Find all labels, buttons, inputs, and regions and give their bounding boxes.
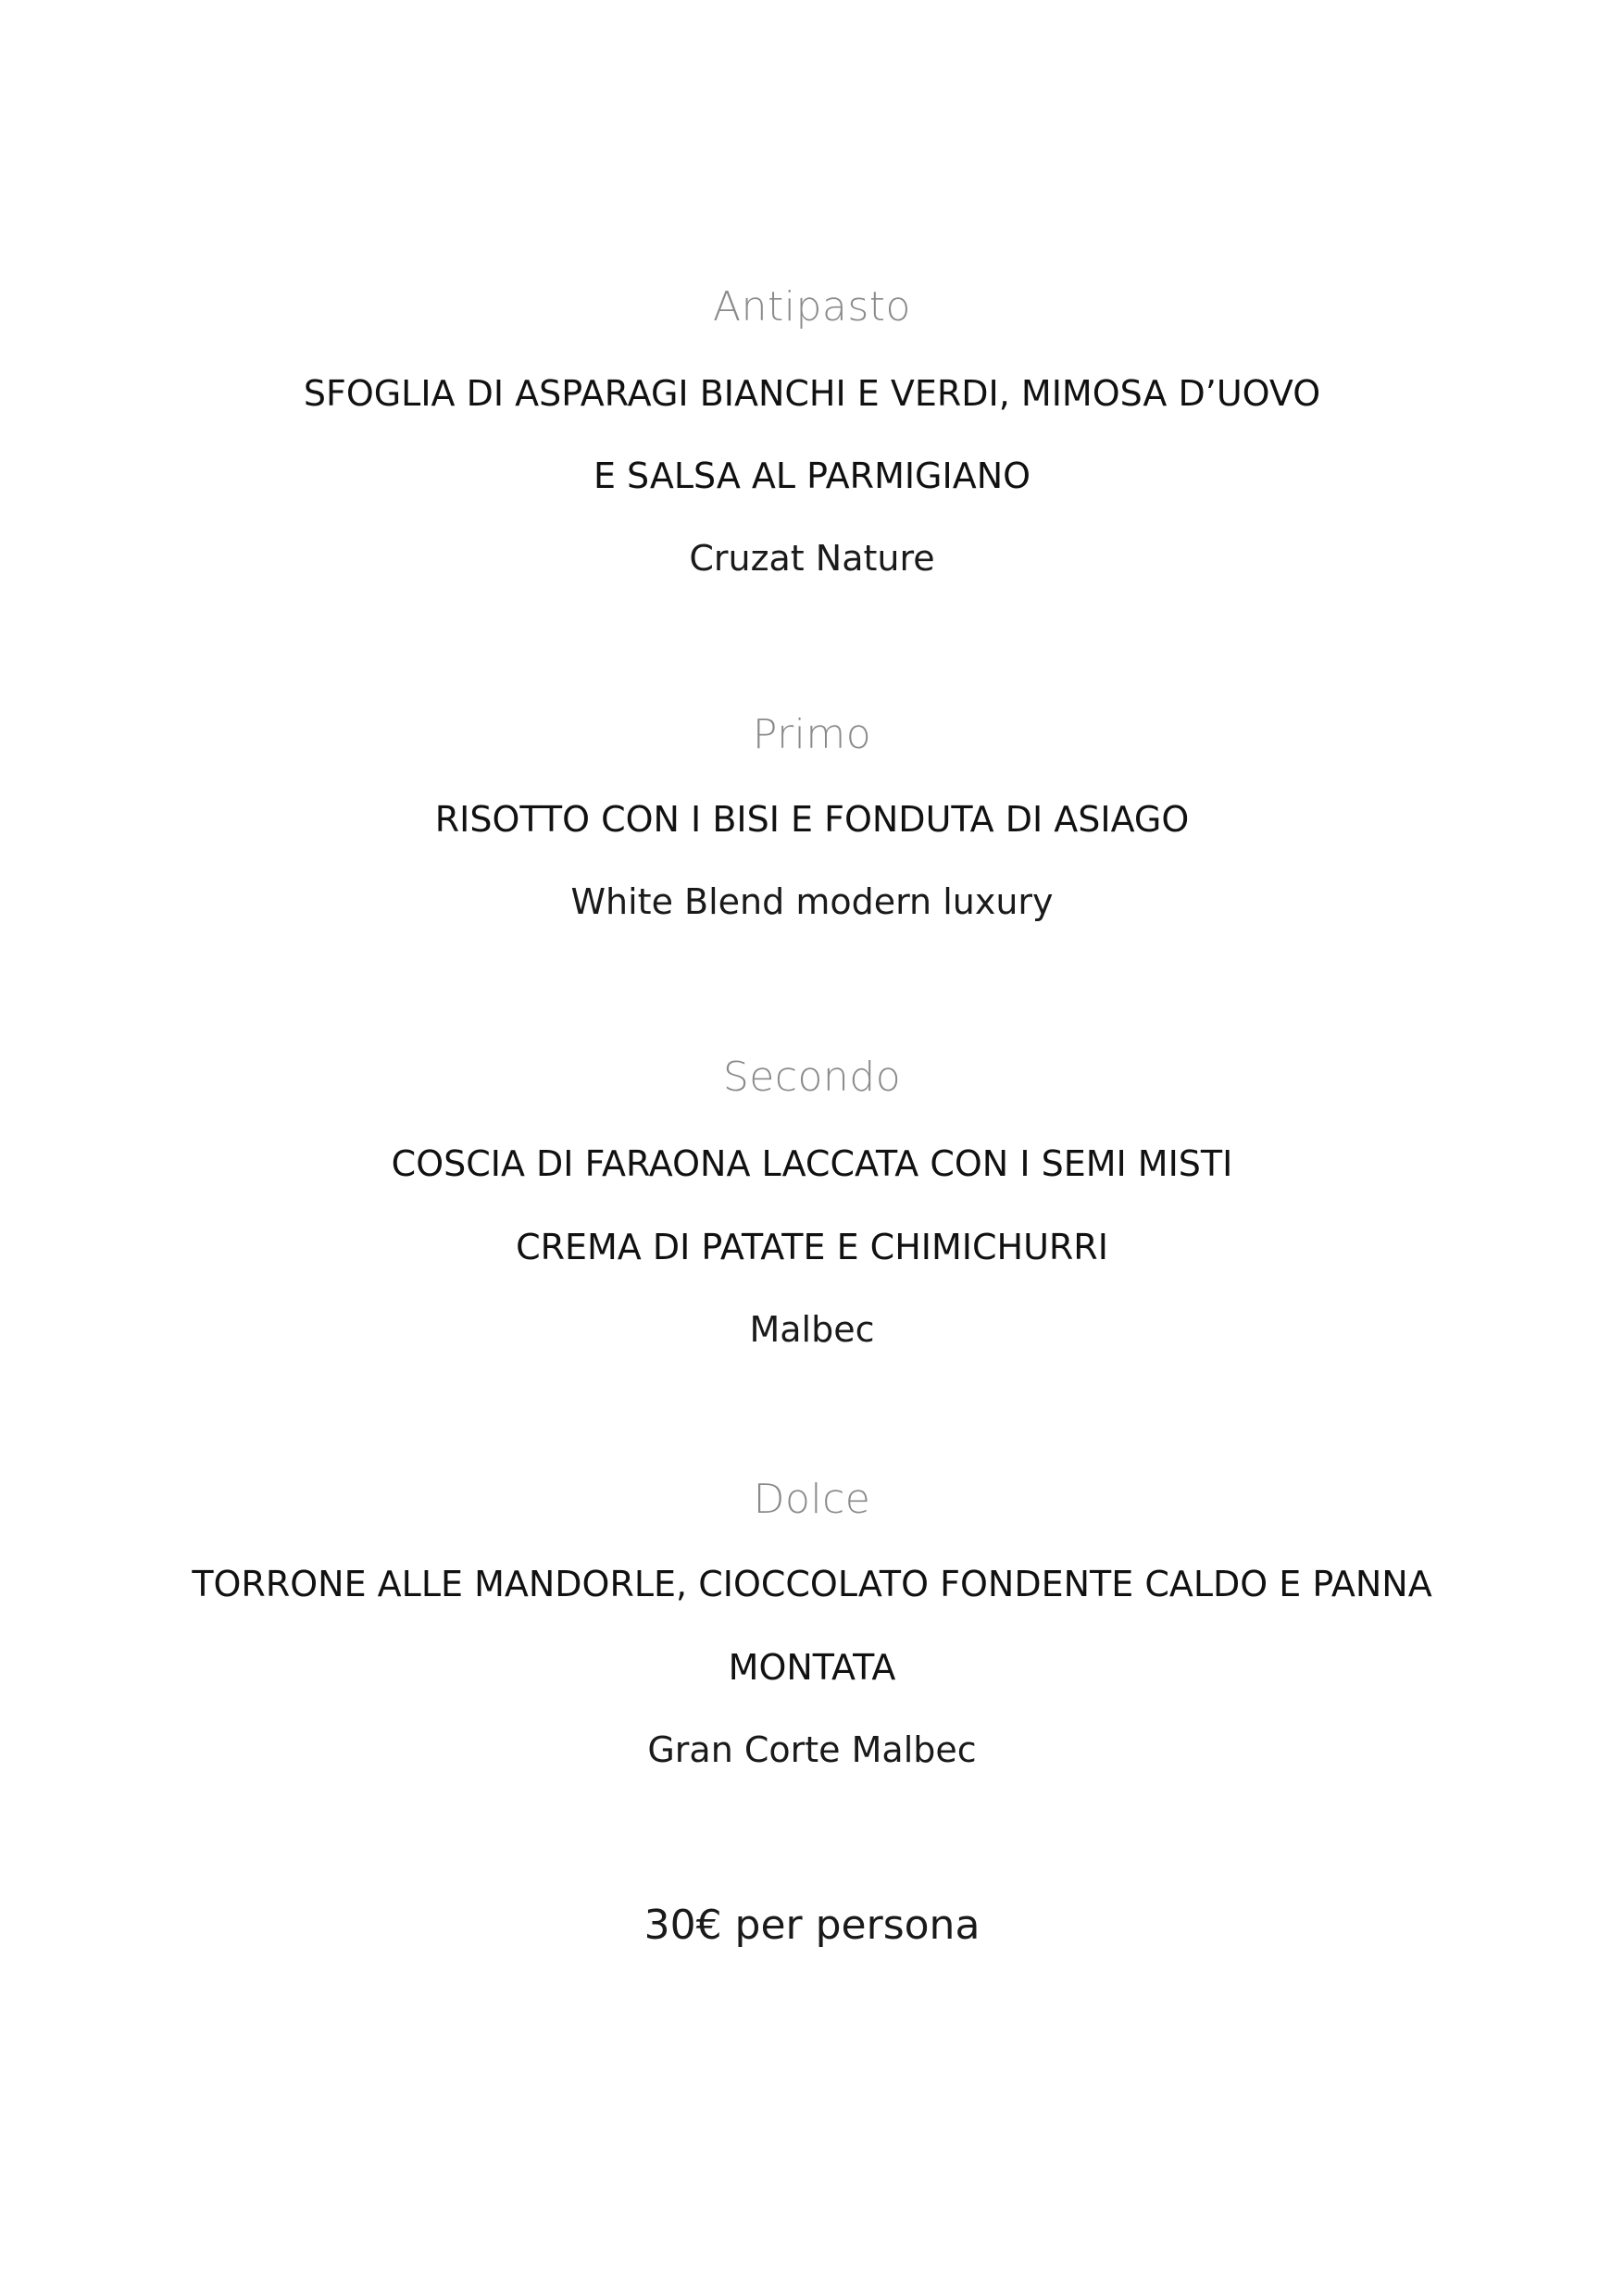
price-per-person: 30€ per persona [643, 1902, 981, 1949]
dish-secondo-line-2: CREMA DI PATATE E CHIMICHURRI [516, 1227, 1108, 1267]
dish-secondo-line-1: COSCIA DI FARAONA LACCATA CON I SEMI MISTI [391, 1143, 1233, 1184]
wine-antipasto: Cruzat Nature [689, 538, 935, 579]
course-title-dolce: Dolce [753, 1476, 871, 1523]
dish-dolce-line-2: MONTATA [728, 1647, 896, 1688]
wine-dolce: Gran Corte Malbec [647, 1729, 977, 1770]
dish-antipasto-line-2: E SALSA AL PARMIGIANO [593, 455, 1031, 496]
wine-secondo: Malbec [749, 1309, 875, 1350]
course-title-primo: Primo [752, 711, 872, 758]
dish-antipasto-line-1: SFOGLIA DI ASPARAGI BIANCHI E VERDI, MIMOSA D’UOVO [303, 373, 1321, 414]
dish-dolce-line-1: TORRONE ALLE MANDORLE, CIOCCOLATO FONDENTE CALDO E PANNA [192, 1564, 1432, 1604]
wine-primo: White Blend modern luxury [570, 881, 1054, 922]
dish-primo-line-1: RISOTTO CON I BISI E FONDUTA DI ASIAGO [434, 799, 1190, 840]
course-title-antipasto: Antipasto [713, 283, 911, 331]
course-title-secondo: Secondo [722, 1054, 902, 1101]
